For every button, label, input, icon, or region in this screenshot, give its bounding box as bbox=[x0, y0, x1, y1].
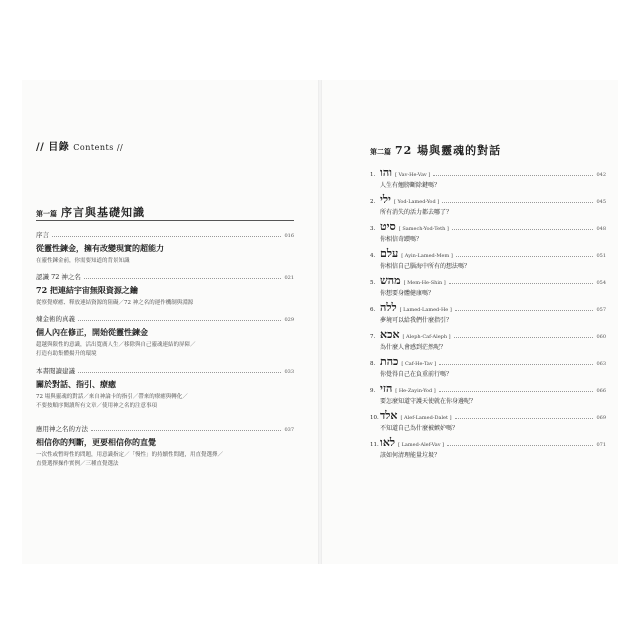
leader-dots bbox=[456, 256, 594, 257]
section-head: 認識 72 神之名 bbox=[36, 273, 81, 281]
transliteration: [ Mem-He-Shin ] bbox=[403, 280, 446, 286]
section-desc: 超越與限性的意識，活出寬廣人生／移除與自己靈魂連結的屏障／ 打造有助集體揚升的環境 bbox=[36, 342, 196, 357]
leader-dots bbox=[439, 364, 593, 365]
leader-dots bbox=[78, 372, 281, 373]
page-number: 069 bbox=[596, 415, 606, 421]
entry-question: 人生有翹膀斷除鍵嗎？ bbox=[380, 182, 441, 189]
entry-number: 1. bbox=[370, 172, 376, 178]
entry-number: 8. bbox=[370, 361, 376, 367]
page-number: 051 bbox=[596, 253, 606, 259]
transliteration: [ Caf-He-Tav ] bbox=[401, 361, 437, 367]
hebrew-name: עלם bbox=[380, 247, 399, 260]
chapter-heading bbox=[36, 204, 145, 220]
page-number: 029 bbox=[284, 317, 294, 323]
left-page bbox=[22, 80, 318, 564]
transliteration: [ Vav-He-Vav ] bbox=[394, 172, 431, 178]
toc-title: // 目錄 Contents // bbox=[36, 142, 124, 153]
leader-dots bbox=[84, 278, 282, 279]
page-number: 054 bbox=[596, 280, 606, 286]
leader-dots bbox=[91, 430, 281, 431]
entry-question: 不知道自己為什麼被嫉妒嗎？ bbox=[380, 425, 459, 432]
transliteration: [ Ayin-Lamed-Mem ] bbox=[401, 253, 453, 259]
toc-entry[interactable] bbox=[370, 436, 606, 459]
entry-number: 2. bbox=[370, 199, 376, 205]
page-number: 060 bbox=[596, 334, 606, 340]
page-number: 037 bbox=[284, 427, 294, 433]
entry-question: 你相信奇蹟嗎？ bbox=[380, 236, 423, 243]
entry-question: 該如何清理能量垃圾？ bbox=[380, 452, 441, 459]
chapter-number: 第一篇 bbox=[36, 209, 57, 218]
entry-number: 7. bbox=[370, 334, 376, 340]
transliteration: [ Alef-Lamed-Dalet ] bbox=[400, 415, 452, 421]
right-page bbox=[322, 80, 618, 564]
entry-question: 你相信自己腦海中所有的想法嗎？ bbox=[380, 263, 471, 270]
page-number: 016 bbox=[284, 233, 294, 239]
entry-number: 9. bbox=[370, 388, 376, 394]
section-title: 從靈性鍊金，擁有改變現實的超能力 bbox=[36, 243, 164, 253]
toc-section[interactable] bbox=[36, 272, 294, 308]
entry-question: 要怎麼知道守護天使就在你身邊呢？ bbox=[380, 398, 477, 405]
leader-dots bbox=[452, 229, 594, 230]
entry-number: 6. bbox=[370, 307, 376, 313]
leader-dots bbox=[455, 418, 594, 419]
toc-entry[interactable] bbox=[370, 328, 606, 351]
toc-section[interactable] bbox=[36, 366, 294, 411]
hebrew-name: ילי bbox=[380, 193, 391, 206]
page-number: 042 bbox=[596, 172, 606, 178]
leader-dots bbox=[449, 283, 594, 284]
hebrew-name: ללה bbox=[380, 301, 397, 314]
leader-dots bbox=[454, 337, 594, 338]
entry-question: 夢境可以給我們什麼指引？ bbox=[380, 317, 453, 324]
hebrew-name: והו bbox=[380, 166, 392, 179]
chapter-rule bbox=[36, 220, 294, 221]
transliteration: [ Yod-Lamed-Yod ] bbox=[393, 199, 440, 205]
section-desc: 在靈性鍊金前，你需要知道的背景知識 bbox=[36, 258, 130, 264]
entry-number: 3. bbox=[370, 226, 376, 232]
section-title: 相信你的判斷，更要相信你的直覺 bbox=[36, 437, 156, 447]
section-title: 關於對話、指引、療癒 bbox=[36, 379, 116, 389]
transliteration: [ He-Zayin-Yod ] bbox=[395, 388, 436, 394]
toc-entry[interactable] bbox=[370, 301, 606, 324]
toc-entry[interactable] bbox=[370, 355, 606, 378]
entry-question: 所有消失的活力都去哪了？ bbox=[380, 209, 453, 216]
hebrew-name: סיט bbox=[380, 220, 396, 233]
hebrew-name: אכא bbox=[380, 328, 400, 341]
transliteration: [ Lamed-Alef-Vav ] bbox=[398, 442, 445, 448]
toc-entry[interactable] bbox=[370, 220, 606, 243]
chapter-title: 序言與基礎知識 bbox=[61, 206, 145, 219]
page-number: 033 bbox=[284, 369, 294, 375]
entry-number: 10. bbox=[370, 415, 379, 421]
hebrew-name: הזי bbox=[380, 382, 393, 395]
section-head: 序言 bbox=[36, 231, 49, 239]
transliteration: [ Samech-Yod-Teth ] bbox=[398, 226, 449, 232]
entry-question: 你想要身體健康嗎？ bbox=[380, 290, 435, 297]
page-number: 045 bbox=[596, 199, 606, 205]
leader-dots bbox=[447, 445, 593, 446]
page-number: 063 bbox=[596, 361, 606, 367]
toc-section[interactable] bbox=[36, 314, 294, 359]
entry-number: 11. bbox=[370, 442, 379, 448]
toc-entry[interactable] bbox=[370, 166, 606, 189]
entry-question: 為什麼人會感到茫然呢？ bbox=[380, 344, 447, 351]
chapter-number: 第二篇 bbox=[370, 147, 391, 156]
section-title: 72 把連結宇宙無限資源之鑰 bbox=[36, 285, 138, 295]
leader-dots bbox=[78, 320, 281, 321]
toc-entry[interactable] bbox=[370, 274, 606, 297]
transliteration: [ Aleph-Caf-Aleph ] bbox=[402, 334, 451, 340]
hebrew-name: כהת bbox=[380, 355, 399, 368]
page-number: 021 bbox=[284, 275, 294, 281]
entry-question: 你覺得自己在負重前行嗎？ bbox=[380, 371, 453, 378]
leader-dots bbox=[442, 202, 593, 203]
chapter-heading bbox=[370, 142, 501, 158]
leader-dots bbox=[52, 236, 281, 237]
entry-number: 5. bbox=[370, 280, 376, 286]
leader-dots bbox=[455, 310, 594, 311]
toc-entry[interactable] bbox=[370, 382, 606, 405]
transliteration: [ Lamed-Lamed-He ] bbox=[399, 307, 452, 313]
section-desc: 72 場與靈魂的對話／來自神論卡的指引／帶來的療癒與轉化／ 不要按順序閱讀所有文章／使用神之名的注意事項 bbox=[36, 394, 188, 409]
section-desc: 一次性或暫時性的問題，用意識指定／「慢性」的持續性問題，用直覺選擇／ 直覺選擇操作實例／三種直覺選法 bbox=[36, 452, 224, 467]
page-number: 066 bbox=[596, 388, 606, 394]
entry-number: 4. bbox=[370, 253, 376, 259]
page-number: 048 bbox=[596, 226, 606, 232]
toc-entry[interactable] bbox=[370, 247, 606, 270]
toc-section[interactable] bbox=[36, 424, 294, 469]
section-head: 煉金術的真義 bbox=[36, 315, 75, 323]
page-number: 071 bbox=[596, 442, 606, 448]
leader-dots bbox=[433, 175, 593, 176]
toc-entry[interactable] bbox=[370, 409, 606, 432]
chapter-title: 72 場與靈魂的對話 bbox=[395, 144, 502, 157]
section-desc: 從察覺療癒、釋放連結資源的阻礙／72 神之名的運作機制與淵源 bbox=[36, 300, 194, 306]
leader-dots bbox=[439, 391, 594, 392]
section-head: 應用神之名的方法 bbox=[36, 425, 88, 433]
hebrew-name: מהש bbox=[380, 274, 401, 287]
hebrew-name: לאו bbox=[380, 436, 396, 449]
section-title: 個人內在修正，開始從靈性鍊金 bbox=[36, 327, 148, 337]
page-number: 057 bbox=[596, 307, 606, 313]
toc-section[interactable] bbox=[36, 230, 294, 266]
toc-entry[interactable] bbox=[370, 193, 606, 216]
hebrew-name: אלד bbox=[380, 409, 398, 422]
section-head: 本書閱讀建議 bbox=[36, 367, 75, 375]
